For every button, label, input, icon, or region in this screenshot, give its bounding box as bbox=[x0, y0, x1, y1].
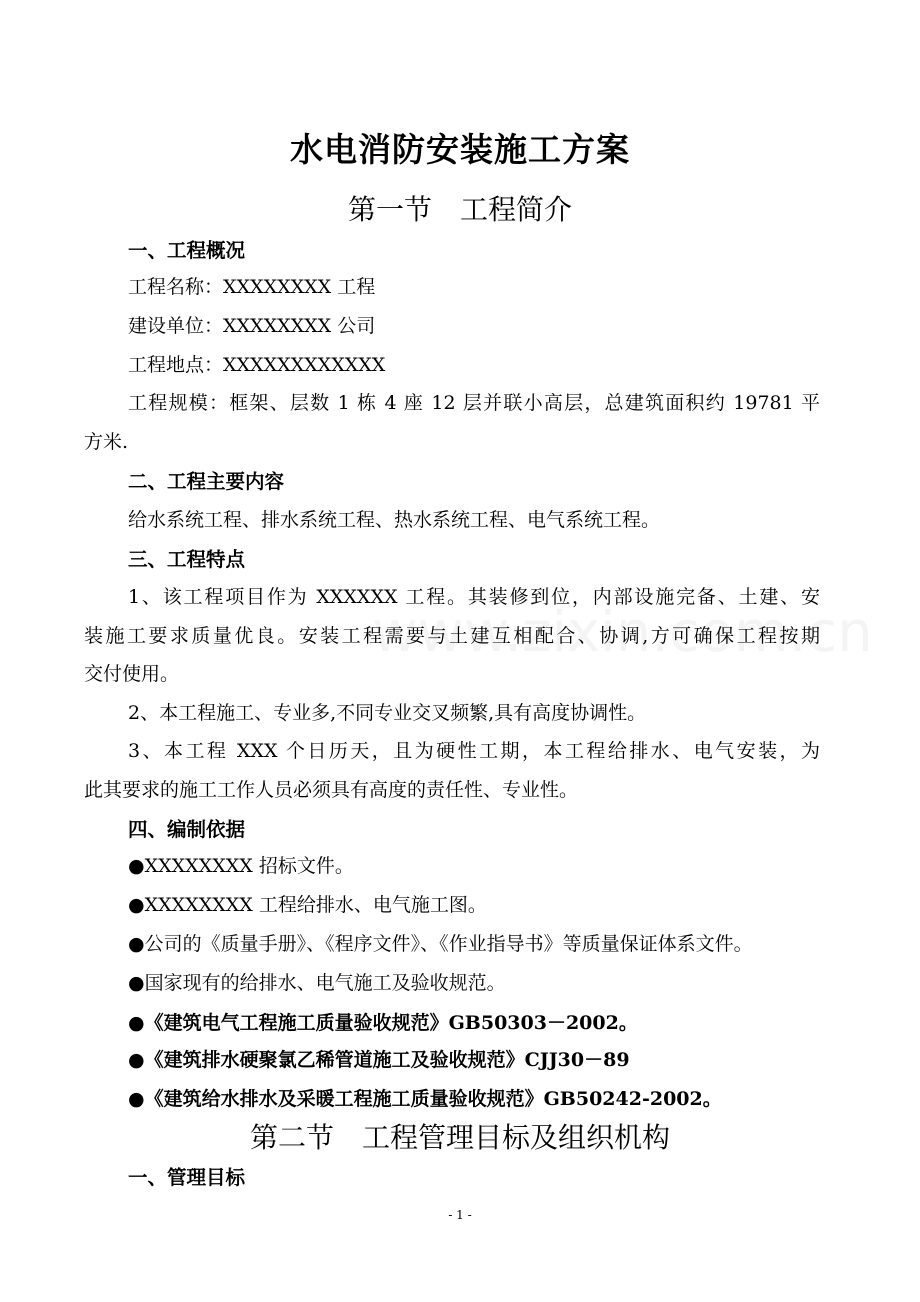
feature-1-line-1: 1、该工程项目作为 XXXXXX 工程。其装修到位，内部设施完备、土建、安 bbox=[128, 586, 820, 608]
feature-1-line-2: 装施工要求质量优良。安装工程需要与土建互相配合、协调,方可确保工程按期 bbox=[84, 625, 820, 647]
feature-2: 2、本工程施工、专业多,不同专业交叉频繁,具有高度协调性。 bbox=[128, 702, 647, 724]
management-heading: 一、管理目标 bbox=[128, 1166, 246, 1189]
basis-item: ●《建筑电气工程施工质量验收规范》GB50303－2002。 bbox=[128, 1012, 638, 1034]
main-content-heading: 二、工程主要内容 bbox=[128, 470, 285, 493]
features-heading: 三、工程特点 bbox=[128, 548, 246, 571]
basis-item: ●公司的《质量手册》、《程序文件》、《作业指导书》等质量保证体系文件。 bbox=[128, 933, 753, 955]
builder-unit: 建设单位：XXXXXXXX 公司 bbox=[128, 315, 376, 337]
basis-item: ●国家现有的给排水、电气施工及验收规范。 bbox=[128, 972, 506, 994]
basis-item: ●XXXXXXXX 招标文件。 bbox=[128, 855, 354, 877]
main-content-text: 给水系统工程、排水系统工程、热水系统工程、电气系统工程。 bbox=[128, 509, 661, 531]
section-1-title: 第一节 工程简介 bbox=[347, 193, 572, 226]
overview-heading: 一、工程概况 bbox=[128, 239, 246, 262]
feature-3-line-1: 3、本工程 XXX 个日历天，且为硬性工期，本工程给排水、电气安装，为 bbox=[128, 740, 820, 762]
basis-item: ●《建筑给水排水及采暖工程施工质量验收规范》GB50242-2002。 bbox=[128, 1088, 722, 1110]
page-number: - 1 - bbox=[448, 1208, 472, 1222]
feature-3-line-2: 此其要求的施工工作人员必须具有高度的责任性、专业性。 bbox=[84, 779, 579, 801]
project-scale-line-1: 工程规模：框架、层数 1 栋 4 座 12 层并联小高层，总建筑面积约 19781 平 bbox=[128, 392, 820, 414]
project-scale-line-2: 方米. bbox=[84, 431, 129, 453]
basis-item: ●XXXXXXXX 工程给排水、电气施工图。 bbox=[128, 894, 487, 916]
section-2-title: 第二节 工程管理目标及组织机构 bbox=[249, 1121, 670, 1154]
basis-heading: 四、编制依据 bbox=[128, 818, 246, 841]
project-location: 工程地点：XXXXXXXXXXXX bbox=[128, 354, 386, 376]
feature-1-line-3: 交付使用。 bbox=[84, 663, 180, 685]
document-title: 水电消防安装施工方案 bbox=[290, 130, 630, 169]
basis-item: ●《建筑排水硬聚氯乙稀管道施工及验收规范》CJJ30－89 bbox=[128, 1049, 630, 1071]
project-name: 工程名称：XXXXXXXX 工程 bbox=[128, 276, 376, 298]
